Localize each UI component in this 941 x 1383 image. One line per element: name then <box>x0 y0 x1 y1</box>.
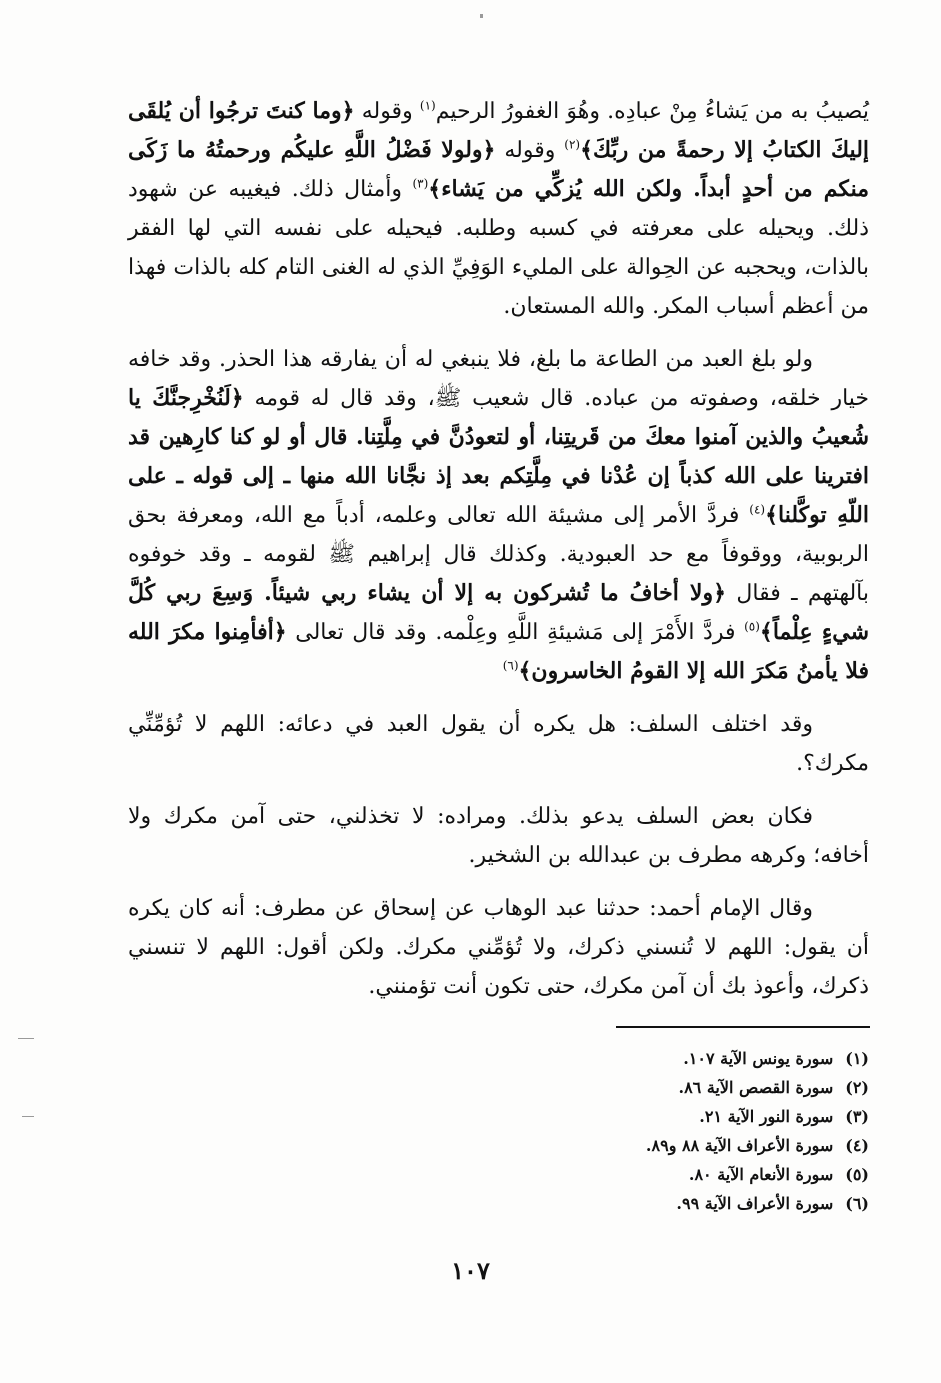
footnote-text: سورة القصص الآية ٨٦. <box>678 1078 834 1097</box>
scan-speck <box>18 1038 34 1039</box>
paragraph-5: وقال الإمام أحمد: حدثنا عبد الوهاب عن إسحاق عن مطرف: أنه كان يكره أن يقول: اللهم لا تُنسني ذكرك، ولا تُؤمِّني مكرك. ولكن أقول: اللهم لا تنسني ذكرك، وأعوذ بك أن آمن مكرك، حتى تكون أنت تؤمنني. <box>128 896 869 999</box>
footnote-text: سورة النور الآية ٢١. <box>699 1107 834 1126</box>
paragraph-text: فردَّ الأمر إلى مشيئة الله تعالى وعلمه، أدباً مع الله، ومعرفة بحق الربوبية، ووقوفاً مع حد العبودية. وكذلك قال إبراهيم ﷺ لقومه ـ وقد خوفوه بآلهتهم ـ فقال <box>128 503 870 606</box>
footnote-number: (٦) <box>845 1194 869 1213</box>
footnote-number: (٢) <box>845 1078 869 1097</box>
footnote-item <box>400 1102 869 1131</box>
quran-quote: ﴿وما كنتَ ترجُوا أن يُلقَى إليكَ الكتابُ إلا رحمةً من ربِّكَ﴾ <box>128 98 870 163</box>
main-text <box>128 92 869 1020</box>
paragraph-text: يُصيبُ به من يَشاءُ مِنْ عبادِه. وهُوَ الغفورُ الرحيم <box>435 99 869 124</box>
footnote-item <box>400 1189 869 1218</box>
paragraph-2 <box>128 340 869 691</box>
footnote-ref: (٣) <box>412 176 429 191</box>
footnote-item <box>400 1073 869 1102</box>
footnote-divider <box>616 1026 870 1028</box>
page-number: ١٠٧ <box>451 1256 490 1285</box>
footnote-item <box>400 1160 869 1189</box>
quran-quote: ﴿ولولا فَضْلُ اللَّهِ عليكُم ورحمتُهُ ما زَكَى منكم من أحدٍ أبداً. ولكن الله يُزكِّي من يَشاء﴾ <box>128 137 869 202</box>
footnote-ref: (١) <box>419 98 436 113</box>
quran-quote: ﴿لَنُخْرِجنَّكَ يا شُعيبُ والذين آمنوا معكَ من قَريتِنا، أو لتعودُنَّ في مِلَّتِنا. قال أو لو كنا كارِهين قد افترينا على الله كذباً إن عُدْنا في مِلَّتِكم بعد إذ نجَّانا الله منها ـ إلى قوله ـ على اللّهِ توكَّلنا﴾ <box>128 385 870 528</box>
scan-speck <box>22 1116 34 1117</box>
scan-speck <box>480 14 483 18</box>
footnote-text: سورة يونس الآية ١٠٧. <box>683 1049 834 1068</box>
paragraph-text: وأمثال ذلك. فيغيبه عن شهود ذلك. ويحيله على معرفته في كسبه وطلبه. فيحيله على نفسه التي لها الفقر بالذات، ويحجبه عن الحِوالة على المليء الوَفِيِّ الذي له الغنى التام كله بالذات فهذا من أعظم أسباب المكر. والله المستعان. <box>128 177 869 319</box>
footnote-number: (٤) <box>845 1136 869 1155</box>
footnote-ref: (٢) <box>564 137 581 152</box>
paragraph-text: ولو بلغ العبد من الطاعة ما بلغ، فلا ينبغي له أن يفارقه هذا الحذر. وقد خافه خيار خلقه، وصفوته من عباده. قال شعيب ﷺ، وقد قال له قومه <box>128 347 870 411</box>
footnote-ref: (٥) <box>744 619 760 634</box>
paragraph-text: فردَّ الأَمْرَ إلى مَشيئةِ اللَّهِ وعِلْمه. وقد قال تعالى <box>295 620 736 645</box>
footnote-item <box>400 1044 869 1073</box>
footnote-ref: (٤) <box>749 502 766 517</box>
paragraph-4: فكان بعض السلف يدعو بذلك. ومراده: لا تخذلني، حتى آمن مكرك ولا أخافه؛ وكرهه مطرف بن عبدالله بن الشخير. <box>128 804 869 868</box>
footnote-number: (١) <box>845 1049 869 1068</box>
footnotes <box>400 1044 869 1218</box>
footnote-text: سورة الأعراف الآية ٨٨ و٨٩. <box>645 1136 834 1155</box>
footnote-number: (٥) <box>845 1165 869 1184</box>
paragraph-1: يُصيبُ به من يَشاءُ مِنْ عبادِه. وهُوَ الغفورُ الرحيم$^{(١)}$ وقوله ﴿وما كنتَ ترجُوا أن يُلقَى إليكَ الكتابُ إلا رحمةً من ربِّكَ﴾$^{(٢)}$ وقوله ﴿ولولا فَضْلُ اللَّهِ عليكُم ورحمتُهُ ما زَكَى منكم من أحدٍ أبداً. ولكن الله يُزكِّي من يَشاء﴾$^{(٣)}$ وأمثال ذلك. فيغيبه عن شهود ذلك. ويحيله على معرفته في كسبه وطلبه. فيحيله على نفسه التي لها الفقر بالذات، ويحجبه عن الحِوالة على المليء الوَفِيِّ الذي له الغنى التام كله بالذات فهذا من أعظم أسباب المكر. والله المستعان. <box>128 98 870 319</box>
paragraph-3: وقد اختلف السلف: هل يكره أن يقول العبد في دعائه: اللهم لا تُؤمِّنِّي مكرك؟. <box>128 712 869 776</box>
footnote-text: سورة الأعراف الآية ٩٩. <box>676 1194 834 1213</box>
footnote-item <box>400 1131 869 1160</box>
footnote-text: سورة الأنعام الآية ٨٠. <box>688 1165 834 1184</box>
paragraph-text: وقوله <box>504 138 556 163</box>
quran-quote: ﴿ولا أخافُ ما تُشركون به إلا أن يشاء ربي شيئاً. وَسِعَ ربي كُلَّ شيءٍ عِلْماً﴾ <box>128 580 870 645</box>
footnote-ref: (٦) <box>502 658 519 673</box>
footnote-number: (٣) <box>845 1107 869 1126</box>
quran-quote: ﴿أفأمِنوا مكرَ الله فلا يأمنُ مَكرَ الله إلا القومُ الخاسرون﴾ <box>128 619 869 684</box>
